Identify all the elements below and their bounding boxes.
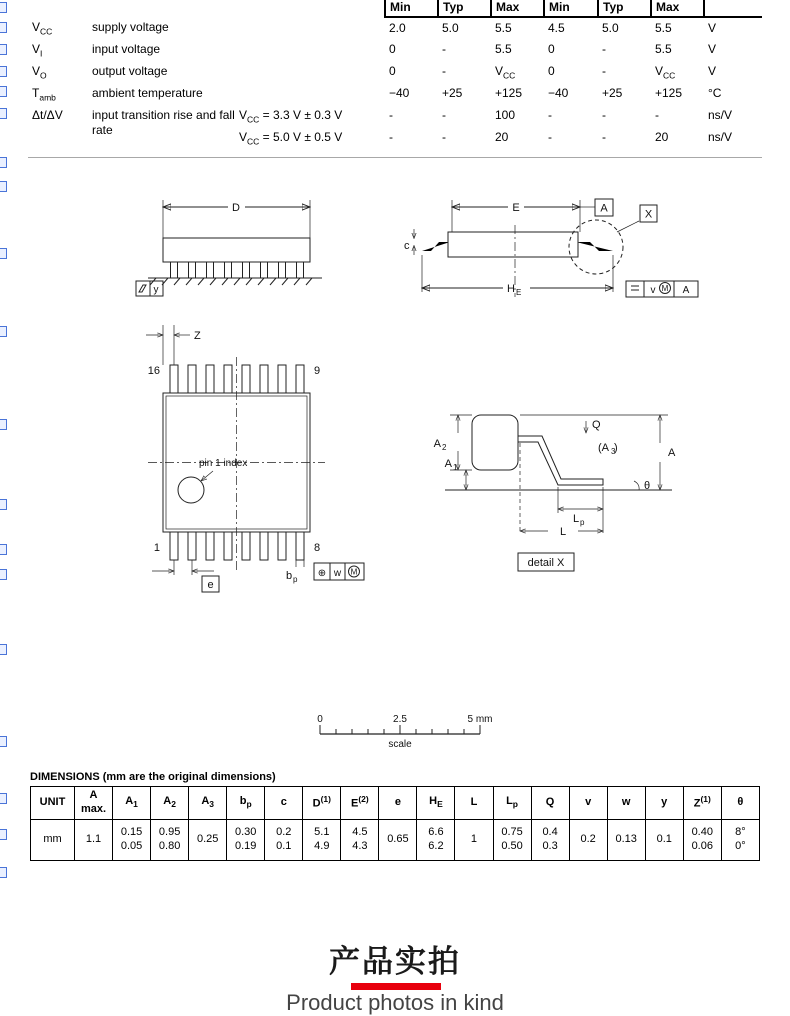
limits-cell: -	[602, 64, 606, 79]
limits-cell: -	[442, 108, 446, 123]
dim-he-sub: E	[516, 288, 522, 297]
dim-z-label: Z	[194, 330, 201, 342]
pin8-label: 8	[314, 542, 321, 554]
dim-header-cell: $L_p$	[493, 787, 531, 820]
limits-table-wrap	[28, 0, 762, 149]
dim-value-cell: mm	[31, 819, 75, 860]
col-header-min2: Min	[544, 0, 598, 17]
dim-header-cell: v	[569, 787, 607, 820]
pin	[225, 262, 232, 278]
dim-header-cell: $b_p$	[227, 787, 265, 820]
dim-value-cell: 0.95 0.80	[151, 819, 189, 860]
limits-cell: 5.0	[442, 21, 459, 35]
cropped-left-mark	[0, 326, 7, 337]
limits-cell: $V_{CC}$	[32, 20, 53, 37]
limits-cell: 0	[389, 64, 396, 79]
limits-cell: -	[389, 108, 393, 123]
dim-a3-label: (A	[598, 442, 609, 454]
dim-header-cell: $A_2$	[151, 787, 189, 820]
limits-row	[28, 39, 762, 61]
dim-value-cell: 0.30 0.19	[227, 819, 265, 860]
pin	[242, 365, 250, 393]
dim-header-cell: θ	[721, 787, 759, 820]
col-header-typ2: Typ	[598, 0, 651, 17]
scale-caption: scale	[388, 739, 412, 750]
limits-cell: 5.5	[495, 42, 512, 57]
col-header-min: Min	[385, 0, 438, 17]
limits-cell: input voltage	[92, 42, 161, 57]
datum-a-label: A	[600, 202, 608, 215]
cropped-left-mark	[0, 793, 7, 804]
dim-header-cell: $H_E$	[417, 787, 455, 820]
limits-cell: 100	[495, 108, 516, 123]
limits-cell: -	[548, 130, 552, 145]
limits-cell: 5.5	[495, 21, 512, 35]
dim-header-cell: w	[607, 787, 645, 820]
limits-cell	[235, 83, 385, 105]
dimensions-title: DIMENSIONS (mm are the original dimensions)	[30, 771, 276, 783]
limits-cell: 4.5	[548, 21, 565, 35]
dim-value-cell: 0.25	[189, 819, 227, 860]
product-photos-title: 产品实拍	[329, 944, 461, 979]
col-header-max2: Max	[651, 0, 704, 17]
dim-header-cell: e	[379, 787, 417, 820]
limits-cell: 20	[655, 130, 669, 145]
top-view-pins-lower	[170, 532, 304, 560]
cropped-left-mark	[0, 419, 7, 430]
position-symbol-icon: ⊕	[317, 568, 327, 579]
pin1-label: 1	[153, 542, 160, 554]
dim-lp-sub: p	[580, 518, 585, 527]
scale-25-label: 2.5	[393, 714, 407, 725]
limits-row	[28, 105, 762, 127]
package-drawings	[0, 175, 790, 765]
scale-bar	[317, 714, 492, 750]
limits-row	[28, 61, 762, 83]
limits-cell: $V_I$	[32, 42, 43, 59]
dim-q-label: Q	[592, 419, 601, 431]
cropped-left-mark	[0, 86, 7, 97]
limits-cell: -	[548, 108, 552, 123]
dim-value-cell: 0.2	[569, 819, 607, 860]
limits-cell	[235, 17, 385, 39]
cropped-left-mark	[0, 44, 7, 55]
dimensions-values-row	[31, 819, 760, 860]
cropped-left-mark	[0, 2, 7, 13]
limits-cell: $V_{CC}$	[655, 64, 676, 81]
dim-a3-close: )	[614, 442, 618, 454]
pin1-index-label: pin 1 index	[199, 458, 248, 469]
dim-value-cell: 0.40 0.06	[683, 819, 721, 860]
dim-header-cell: $D^{(1)}$	[303, 787, 341, 820]
pin	[206, 532, 214, 560]
tolerance-datum-a-label: A	[682, 285, 690, 296]
dimensions-table-wrap	[30, 786, 760, 861]
dim-a2-label: A	[433, 438, 441, 450]
pin	[170, 532, 178, 560]
limits-cell: 0	[548, 64, 555, 79]
dim-theta-label: θ	[644, 480, 651, 492]
dim-header-cell: A max.	[75, 787, 113, 820]
dim-he-label: H	[507, 283, 515, 295]
pin	[171, 262, 178, 278]
dim-c-label: c	[404, 240, 410, 252]
dim-bp-sub: p	[293, 575, 298, 584]
flatness-y-label: y	[153, 284, 159, 296]
col-header-typ: Typ	[438, 0, 491, 17]
tolerance-v-label: v	[650, 285, 656, 296]
pin	[279, 262, 286, 278]
cropped-left-mark	[0, 569, 7, 580]
dim-e-label: E	[512, 202, 520, 214]
limits-cell: +25	[602, 86, 623, 101]
limits-row	[28, 17, 762, 39]
dim-e-pitch-label: e	[207, 579, 214, 591]
pin	[224, 365, 232, 393]
limits-cell	[235, 61, 385, 83]
dim-a3-sub: 3	[611, 447, 616, 456]
pin9-label: 9	[314, 365, 321, 377]
dim-value-cell: 8° 0°	[721, 819, 759, 860]
pin	[260, 365, 268, 393]
limits-cell: 5.5	[655, 21, 672, 35]
cropped-left-mark	[0, 499, 7, 510]
limits-cell: -	[602, 130, 606, 145]
pin	[278, 532, 286, 560]
limits-cell: supply voltage	[92, 20, 169, 34]
cropped-left-mark	[0, 108, 7, 119]
empty-cell	[28, 0, 88, 17]
pin	[260, 532, 268, 560]
dim-bp-label: b	[286, 570, 293, 582]
dim-header-cell: $A_3$	[189, 787, 227, 820]
pin	[296, 365, 304, 393]
limits-cell: +25	[442, 86, 463, 101]
limits-cell: Δt/ΔV	[32, 108, 63, 123]
dimensions-header-row	[31, 787, 760, 820]
limits-cell: V	[708, 42, 717, 57]
cropped-left-mark	[0, 736, 7, 747]
limits-cell: °C	[708, 86, 722, 101]
limits-cell: $V_{CC} = 5.0$ V ± 0.5 V	[239, 130, 343, 147]
dim-value-cell: 6.6 6.2	[417, 819, 455, 860]
theta-arc-icon	[634, 481, 639, 490]
detail-x-caption: detail X	[527, 557, 565, 569]
limits-cell: -	[442, 130, 446, 145]
side-view-pins	[171, 262, 304, 278]
col-header-max: Max	[491, 0, 544, 17]
dim-header-cell: $E^{(2)}$	[341, 787, 379, 820]
limits-cell: -	[442, 64, 446, 79]
limits-cell: 0	[389, 42, 396, 57]
pin	[242, 532, 250, 560]
empty-cell	[235, 0, 385, 17]
dim-a1-label: A	[444, 458, 452, 470]
dimensions-table	[30, 786, 760, 861]
circled-m-label: M	[661, 284, 669, 293]
top-view-pins-upper	[170, 365, 304, 393]
limits-cell: V	[708, 64, 717, 79]
pin16-label: 16	[147, 365, 160, 377]
dim-header-cell: y	[645, 787, 683, 820]
limits-cell: output voltage	[92, 64, 168, 79]
limits-cell: +125	[495, 86, 523, 101]
cropped-left-mark	[0, 644, 7, 655]
dim-value-cell: 0.2 0.1	[265, 819, 303, 860]
col-header-unit	[704, 0, 762, 17]
side-view	[136, 200, 322, 296]
limits-cell: 2.0	[389, 21, 406, 35]
dim-value-cell: 0.4 0.3	[531, 819, 569, 860]
pin	[224, 532, 232, 560]
empty-cell	[88, 0, 235, 17]
limits-row	[28, 83, 762, 105]
flatness-symbol-icon	[139, 285, 146, 292]
dim-header-cell: $A_1$	[113, 787, 151, 820]
product-photos-subtitle: Product photos in kind	[286, 990, 504, 1015]
top-view	[146, 325, 364, 592]
scale-0-label: 0	[317, 714, 323, 725]
dim-value-cell: 4.5 4.3	[341, 819, 379, 860]
dim-d-label: D	[232, 202, 240, 214]
dim-value-cell: 5.1 4.9	[303, 819, 341, 860]
cropped-left-mark	[0, 181, 7, 192]
pin	[170, 365, 178, 393]
limits-cell: $V_{CC} = 3.3$ V ± 0.3 V	[239, 108, 343, 125]
dim-header-cell: c	[265, 787, 303, 820]
dim-header-cell: UNIT	[31, 787, 75, 820]
circled-m-label: M	[350, 567, 358, 577]
dim-lp-label: L	[573, 513, 580, 525]
scale-5mm-label: 5 mm	[467, 714, 493, 725]
seating-plane-hatch	[150, 278, 312, 285]
limits-cell: −40	[389, 86, 410, 101]
limits-cell: input transition rise and fall rate	[92, 108, 235, 138]
limits-cell: -	[389, 130, 393, 145]
cropped-left-mark	[0, 248, 7, 259]
dim-value-cell: 0.13	[607, 819, 645, 860]
scale-ticks	[320, 725, 480, 734]
pin	[188, 365, 196, 393]
limits-cell: V	[708, 21, 717, 35]
dim-value-cell: 0.1	[645, 819, 683, 860]
pin	[261, 262, 268, 278]
pin	[296, 532, 304, 560]
cropped-left-mark	[0, 867, 7, 878]
limits-cell: 20	[495, 130, 509, 145]
limits-cell: -	[655, 108, 659, 123]
dim-a1-sub: 1	[453, 463, 458, 472]
dim-header-cell: L	[455, 787, 493, 820]
limits-cell: −40	[548, 86, 569, 101]
pin	[297, 262, 304, 278]
limits-table	[28, 0, 762, 149]
pin	[207, 262, 214, 278]
limits-cell: $V_{CC}$	[495, 64, 516, 81]
dim-value-cell: 1	[455, 819, 493, 860]
pin	[189, 262, 196, 278]
limits-cell: -	[602, 108, 606, 123]
cropped-left-mark	[0, 66, 7, 77]
pin	[206, 365, 214, 393]
front-view	[404, 199, 698, 297]
pin	[243, 262, 250, 278]
cropped-left-mark	[0, 544, 7, 555]
dim-value-cell: 0.15 0.05	[113, 819, 151, 860]
limits-cell: -	[442, 42, 446, 57]
cropped-left-mark	[0, 157, 7, 168]
dim-l-label: L	[559, 526, 567, 538]
limits-cell: ns/V	[708, 130, 733, 145]
limits-header-row	[28, 0, 762, 17]
limits-cell: 5.0	[602, 21, 619, 35]
dim-header-cell: $Z^{(1)}$	[683, 787, 721, 820]
cropped-left-mark	[0, 22, 7, 33]
datum-x-label: X	[644, 208, 653, 221]
limits-cell: $T_{amb}$	[32, 86, 56, 103]
dim-value-cell: 0.65	[379, 819, 417, 860]
cropped-left-mark	[0, 829, 7, 840]
limits-cell: -	[602, 42, 606, 57]
dim-value-cell: 0.75 0.50	[493, 819, 531, 860]
dim-a-label: A	[668, 447, 676, 459]
limits-cell	[235, 39, 385, 61]
dim-value-cell: 1.1	[75, 819, 113, 860]
limits-cell: ns/V	[708, 108, 733, 123]
section-divider	[28, 157, 762, 158]
limits-cell: $V_O$	[32, 64, 47, 81]
limits-cell: ambient temperature	[92, 86, 203, 101]
limits-cell: 0	[548, 42, 555, 57]
limits-cell: 5.5	[655, 42, 672, 57]
detail-x-view	[434, 415, 676, 571]
dim-a2-sub: 2	[442, 443, 447, 452]
red-underline	[351, 983, 441, 990]
dim-header-cell: Q	[531, 787, 569, 820]
limits-cell: +125	[655, 86, 683, 101]
pin	[278, 365, 286, 393]
pin	[188, 532, 196, 560]
tolerance-w-label: w	[333, 568, 342, 579]
